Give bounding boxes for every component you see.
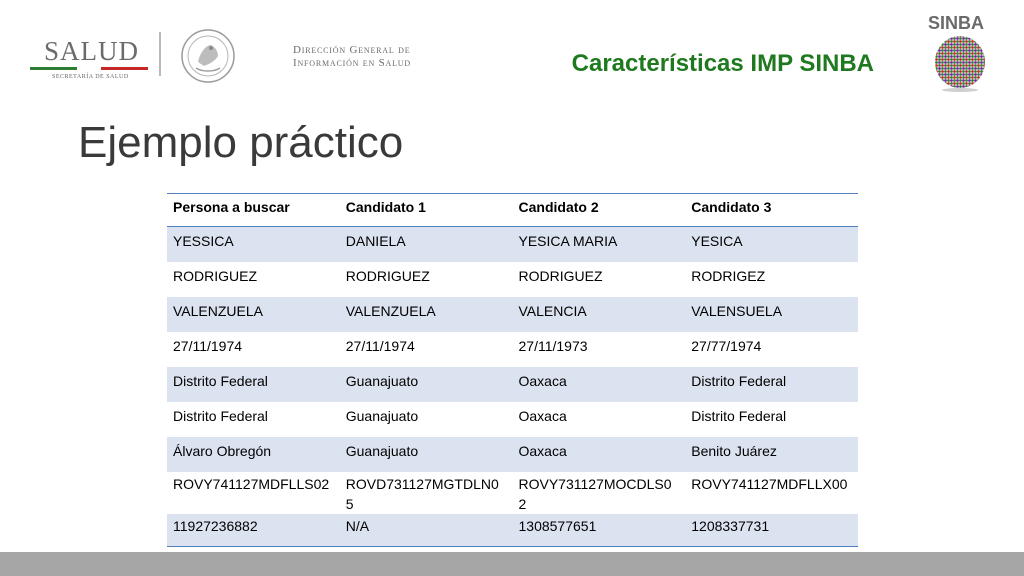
salud-logo-word: SALUD [44, 36, 140, 66]
mexico-seal-icon [180, 28, 236, 84]
table-row [167, 402, 858, 437]
table-cell: YESICA [685, 227, 858, 263]
table-cell: RODRIGUEZ [167, 262, 340, 297]
table-cell: ROVY741127MDFLLS02 [167, 472, 340, 514]
table-cell: 27/11/1974 [167, 332, 340, 367]
salud-logo-flag-bar [30, 67, 148, 70]
table-cell: ROVY741127MDFLLX00 [685, 472, 858, 514]
topic-title: Características IMP SINBA [571, 50, 874, 77]
table-cell: Álvaro Obregón [167, 437, 340, 472]
table-row [167, 297, 858, 332]
table-row [167, 472, 858, 514]
table-cell: YESICA MARIA [513, 227, 686, 263]
table-cell: 27/77/1974 [685, 332, 858, 367]
table-cell: Oaxaca [513, 367, 686, 402]
slide-title: Ejemplo práctico [78, 118, 404, 167]
table-row [167, 262, 858, 297]
table-cell: Guanajuato [340, 437, 513, 472]
table-cell: 1308577651 [513, 514, 686, 547]
table-cell: N/A [340, 514, 513, 547]
comparison-table [167, 193, 858, 547]
table-cell: Distrito Federal [685, 402, 858, 437]
table-header-row [167, 194, 858, 227]
table-cell: ROVY731127MOCDLS02 [513, 472, 686, 514]
table-cell: Oaxaca [513, 437, 686, 472]
table-cell: VALENSUELA [685, 297, 858, 332]
table-cell: 27/11/1973 [513, 332, 686, 367]
table-cell: Distrito Federal [167, 402, 340, 437]
footer-bar [0, 552, 1024, 576]
table-cell: ROVD731127MGTDLN05 [340, 472, 513, 514]
table-cell: VALENZUELA [167, 297, 340, 332]
table-cell: Guanajuato [340, 367, 513, 402]
dgis-logo-text [293, 44, 411, 70]
table-row [167, 227, 858, 263]
salud-logo-subtitle: SECRETARÍA DE SALUD [52, 74, 129, 80]
table-cell: RODRIGEZ [685, 262, 858, 297]
sinba-globe-icon [932, 34, 988, 94]
table-cell: VALENZUELA [340, 297, 513, 332]
table-cell: YESSICA [167, 227, 340, 263]
table-row [167, 514, 858, 547]
table-row [167, 332, 858, 367]
dgis-line-1: Dirección General de [293, 44, 411, 56]
header-divider [159, 32, 161, 76]
column-header: Candidato 1 [340, 194, 513, 227]
table-cell: RODRIGUEZ [340, 262, 513, 297]
column-header: Persona a buscar [167, 194, 340, 227]
table-cell: RODRIGUEZ [513, 262, 686, 297]
table-cell: Distrito Federal [167, 367, 340, 402]
slide-header [0, 0, 1024, 100]
table-cell: 11927236882 [167, 514, 340, 547]
dgis-line-2: Información en Salud [293, 57, 411, 69]
table-cell: Distrito Federal [685, 367, 858, 402]
table-cell: Oaxaca [513, 402, 686, 437]
table-cell: 1208337731 [685, 514, 858, 547]
column-header: Candidato 3 [685, 194, 858, 227]
table-cell: 27/11/1974 [340, 332, 513, 367]
sinba-logo-text: SINBA [928, 13, 985, 33]
table-row [167, 437, 858, 472]
table-cell: VALENCIA [513, 297, 686, 332]
salud-logo [30, 34, 148, 82]
table-cell: Benito Juárez [685, 437, 858, 472]
table-cell: DANIELA [340, 227, 513, 263]
column-header: Candidato 2 [513, 194, 686, 227]
table-row [167, 367, 858, 402]
table-cell: Guanajuato [340, 402, 513, 437]
